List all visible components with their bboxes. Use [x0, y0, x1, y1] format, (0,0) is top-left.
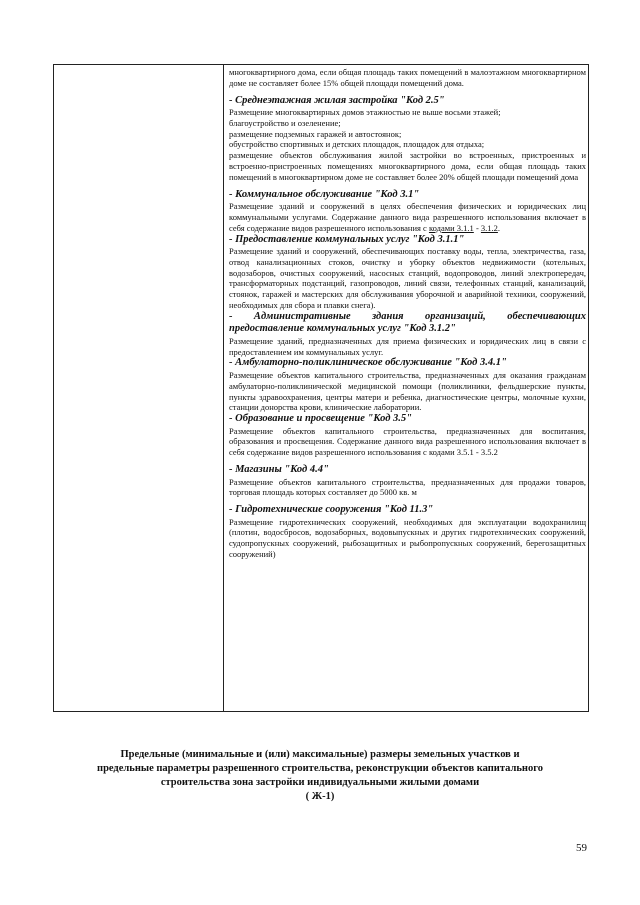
section-body: Размещение зданий, предназначенных для приема физических и юридических лиц в связи с предоставлением им коммунальных услуг. [229, 335, 586, 357]
intro-paragraph: многоквартирного дома, если общая площадь таких помещений в малоэтажном многоквартирном доме не составляет более 15% общей площади помещений дома. [229, 67, 586, 88]
section-line: благоустройство и озеленение; [229, 117, 341, 128]
table-left-column [54, 65, 224, 711]
section-body [229, 201, 586, 233]
caption-line: ( Ж-1) [305, 791, 335, 802]
code-link[interactable]: 3.1.2 [480, 222, 498, 233]
section-body: Размещение объектов капитального строительства, предназначенных для продажи товаров, торговая площадь которых составляет до 5000 кв. м [229, 476, 586, 498]
section-line: размещение подземных гаражей и автостоянок; [229, 128, 402, 139]
section-heading: - Предоставление коммунальных услуг "Код 3.1.1" [229, 233, 465, 245]
table-right-column [225, 65, 588, 711]
section-body-text: Размещение зданий и сооружений в целях обеспечения физических и юридических лиц коммунальными услугами. Содержание данного вида разрешенного использования включает в себя содержание видов разрешенного использования с [229, 201, 586, 233]
zoning-table [53, 64, 589, 712]
section-body: Размещение объектов капитального строительства, предназначенных для оказания гражданам амбулаторно-поликлинической медицинской помощи (поликлиники, фельдшерские пункты, пункты здравоохранения, центры матери и ребенка, диагностические центры, молочные кухни, станции донорства крови, клинические лаборатории. [229, 369, 586, 413]
section-body: Размещение гидротехнических сооружений, необходимых для эксплуатации водохранилищ (плотин, водосбросов, водозаборных, водовыпускных и других гидротехнических сооружений, судопропускных сооружений, рыбозащитных и рыбопропускных сооружений, берегозащитных сооружений) [229, 516, 586, 559]
code-link[interactable]: кодами 3.1.1 [428, 222, 474, 233]
section-body-text: - [473, 222, 481, 233]
caption-line: строительства зона застройки индивидуальными жилыми домами [160, 777, 480, 788]
section-body: Размещение зданий и сооружений, обеспечивающих поставку воды, тепла, электричества, газа, отвод канализационных стоков, очистку и уборку объектов недвижимости (котельных, водозаборов, очистных сооружений, насосных станций, водопроводов, линий электропередач, трансформаторных подстанций, газопроводов, линий связи, телефонных станций, канализаций, стоянок, гаражей и мастерских для обслуживания уборочной и аварийной техники, сооружений, необходимых для сбора и плавки снега). [229, 246, 586, 311]
section-heading: - Амбулаторно-поликлиническое обслуживание "Код 3.4.1" [229, 357, 507, 369]
caption-line: Предельные (минимальные и (или) максимальные) размеры земельных участков и [120, 749, 520, 760]
page-number: 59 [576, 842, 587, 854]
section-body: Размещение объектов капитального строительства, предназначенных для воспитания, образования и просвещения. Содержание данного вида разрешенного использования включает в себя содержание видов разрешенного использования с кодами 3.5.1 - 3.5.2 [229, 425, 586, 458]
caption-line: предельные параметры разрешенного строительства, реконструкции объектов капитального [97, 763, 543, 774]
section-heading: - Образование и просвещение "Код 3.5" [229, 413, 412, 425]
section-body: размещение объектов обслуживания жилой застройки во встроенных, пристроенных и встроенно-пристроенных помещениях многоквартирного дома, если общая площадь таких помещений в многоквартирном доме не составляет более 20% общей площади помещений дома [229, 150, 586, 182]
section-line: Размещение многоквартирных домов этажностью не выше восьми этажей; [229, 107, 501, 118]
section-heading: - Гидротехнические сооружения "Код 11.3" [229, 504, 434, 516]
section-body-text: . [497, 222, 501, 233]
zone-parameters-caption [70, 748, 570, 804]
section-heading: - Административные здания организаций, обеспечивающих предоставление коммунальных услуг "Код 3.1.2" [229, 310, 586, 335]
section-heading: - Среднеэтажная жилая застройка "Код 2.5" [229, 94, 445, 106]
section-line: обустройство спортивных и детских площадок, площадок для отдыха; [229, 139, 485, 150]
section-heading: - Коммунальное обслуживание "Код 3.1" [229, 188, 420, 200]
section-heading: - Магазины "Код 4.4" [229, 464, 329, 476]
